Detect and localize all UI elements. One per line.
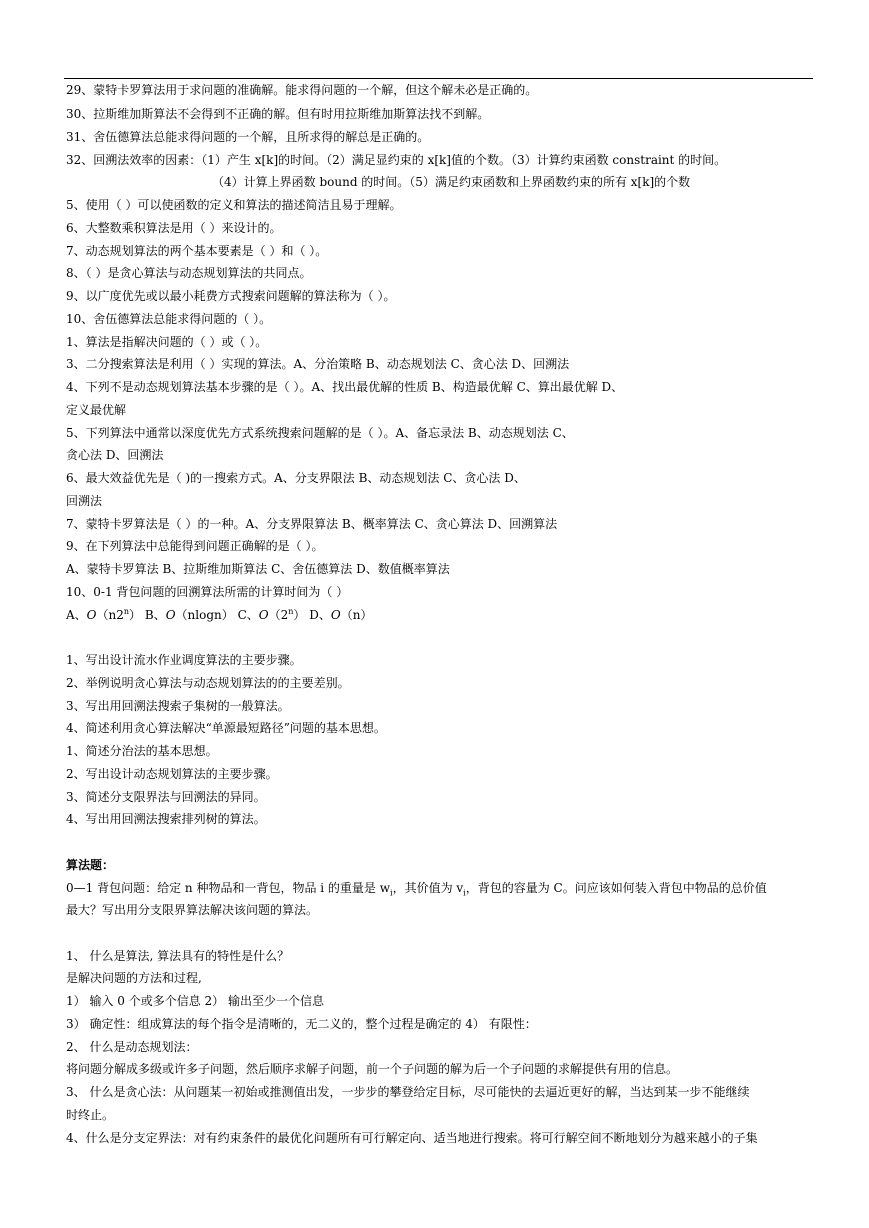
- text-line: 1、算法是指解决问题的（ ）或（ ）。: [66, 335, 268, 349]
- text-line: 5、使用（ ）可以使函数的定义和算法的描述简洁且易于理解。: [66, 198, 402, 212]
- text-line: 4、下列不是动态规划算法基本步骤的是（ ）。A、找出最优解的性质 B、构造最优解 C、算出最优解 D、: [66, 380, 624, 394]
- text-line: 4、什么是分支定界法：对有约束条件的最优化问题所有可行解定向、适当地进行搜索。将可行解空间不断地划分为越来越小的子集: [66, 1131, 758, 1145]
- text-line: A、蒙特卡罗算法 B、拉斯维加斯算法 C、舍伍德算法 D、数值概率算法: [66, 562, 450, 576]
- text-line: 是解决问题的方法和过程,: [66, 971, 202, 985]
- text-line: 将问题分解成多级或许多子问题，然后顺序求解子问题，前一个子问题的解为后一个子问题的求解提供有用的信息。: [66, 1062, 679, 1076]
- text-line: 10、0-1 背包问题的回溯算法所需的计算时间为（ ）: [66, 585, 349, 599]
- text-line: 10、舍伍德算法总能求得问题的（ ）。: [66, 312, 272, 326]
- text-line: 7、蒙特卡罗算法是（ ）的一种。A、分支界限算法 B、概率算法 C、贪心算法 D、回溯算法: [66, 517, 558, 531]
- text-line: 30、拉斯维加斯算法不会得到不正确的解。但有时用拉斯维加斯算法找不到解。: [66, 107, 490, 121]
- text-line: 3、 什么是贪心法：从问题某一初始或推测值出发，一步步的攀登给定目标，尽可能快的去逼近更好的解，当达到某一步不能继续: [66, 1085, 750, 1099]
- text-line: 2、 什么是动态规划法：: [66, 1040, 198, 1054]
- text-line: 1、 什么是算法, 算法具有的特性是什么？: [66, 949, 290, 963]
- text-line: 6、大整数乘积算法是用（ ）来设计的。: [66, 221, 282, 235]
- text-line: 3、简述分支限界法与回溯法的异同。: [66, 790, 266, 804]
- text-line: 32、回溯法效率的因素：（1）产生 x[k]的时间。（2）满足显约束的 x[k]值的个数。（3）计算约束函数 constraint 的时间。: [66, 153, 727, 167]
- text-line: 2、举例说明贪心算法与动态规划算法的的主要差别。: [66, 676, 350, 690]
- text-line: 3、写出用回溯法搜索子集树的一般算法。: [66, 699, 290, 713]
- knapsack-problem: 0—1 背包问题：给定 n 种物品和一背包，物品 i 的重量是 $w_i$，其价值为 $v_i$，背包的容量为 C。问应该如何装入背包中物品的总价值: [66, 881, 767, 898]
- text-line: 2、写出设计动态规划算法的主要步骤。: [66, 767, 278, 781]
- text-line: 5、下列算法中通常以深度优先方式系统搜索问题解的是（ ）。A、备忘录法 B、动态规划法 C、: [66, 426, 574, 440]
- section-heading: 算法题：: [66, 858, 115, 872]
- text-line: 回溯法: [66, 494, 103, 508]
- header-rule: [64, 78, 813, 79]
- text-line: 最大？写出用分支限界算法解决该问题的算法。: [66, 903, 319, 917]
- text-line: 贪心法 D、回溯法: [66, 448, 164, 462]
- text-line: 1、简述分治法的基本思想。: [66, 744, 218, 758]
- text-line: 6、最大效益优先是（ )的一搜索方式。A、分支界限法 B、动态规划法 C、贪心法 D、: [66, 471, 526, 485]
- text-line: 9、以广度优先或以最小耗费方式搜索问题解的算法称为（ ）。: [66, 289, 396, 303]
- text-line: 31、舍伍德算法总能求得问题的一个解，且所求得的解总是正确的。: [66, 130, 430, 144]
- text-line: 8、（ ）是贪心算法与动态规划算法的共同点。: [66, 266, 312, 280]
- text-line: 1） 输入 0 个或多个信息 2） 输出至少一个信息: [66, 994, 324, 1008]
- text-line: （4）计算上界函数 bound 的时间。（5）满足约束函数和上界函数约束的所有 x[k]的个数: [212, 175, 691, 189]
- text-line: 3） 确定性：组成算法的每个指令是清晰的，无二义的，整个过程是确定的 4） 有限性：: [66, 1017, 537, 1031]
- text-line: 定义最优解: [66, 403, 127, 417]
- text-line: 4、写出用回溯法搜索排列树的算法。: [66, 812, 266, 826]
- text-line: 3、二分搜索算法是利用（ ）实现的算法。A、分治策略 B、动态规划法 C、贪心法 D、回溯法: [66, 357, 570, 371]
- complexity-options: A、O（n2$^n$） B、O（nlogn） C、O（2$^n$） D、O（n）: [66, 607, 373, 622]
- text-line: 7、动态规划算法的两个基本要素是（ ）和（ ）。: [66, 244, 328, 258]
- text-line: 时终止。: [66, 1108, 115, 1122]
- text-line: 29、蒙特卡罗算法用于求问题的准确解。能求得问题的一个解，但这个解未必是正确的。: [66, 83, 538, 97]
- text-line: 4、简述利用贪心算法解决“单源最短路径”问题的基本思想。: [66, 721, 386, 735]
- text-line: 9、在下列算法中总能得到问题正确解的是（ ）。: [66, 539, 324, 553]
- text-line: 1、写出设计流水作业调度算法的主要步骤。: [66, 653, 302, 667]
